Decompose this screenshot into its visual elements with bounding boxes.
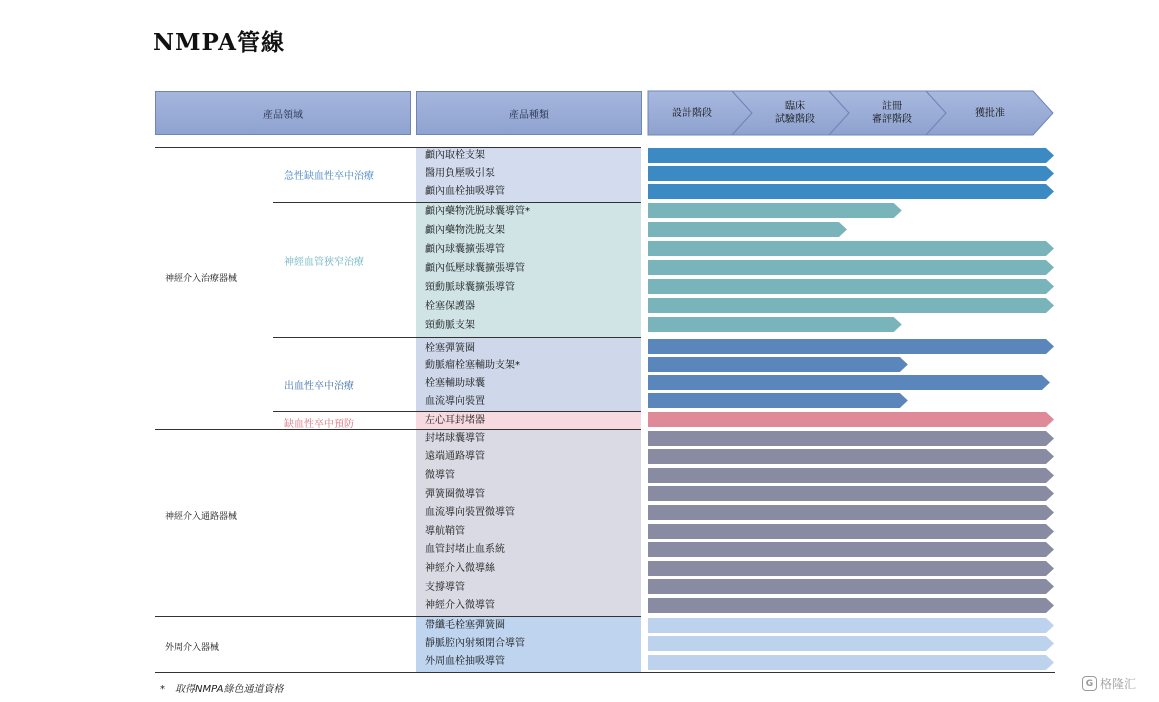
product-label: 遠端通路導管 [425, 451, 485, 462]
progress-bar [648, 542, 1054, 557]
progress-bar [648, 260, 1054, 275]
stage-label-clinical: 臨床 試驗階段 [775, 101, 815, 125]
product-label: 顱內低壓球囊擴張導管 [425, 263, 525, 274]
product-label: 微導管 [425, 470, 455, 481]
product-label: 神經介入微導管 [425, 600, 495, 611]
header-product-area: 產品領域 [155, 91, 411, 135]
progress-bar [648, 579, 1054, 594]
watermark [1082, 675, 1136, 692]
progress-bar [648, 184, 1054, 199]
product-label: 外周血栓抽吸導管 [425, 656, 505, 667]
stage-label-approved: 獲批准 [975, 107, 1005, 119]
footnote: * 取得NMPA綠色通道資格 [160, 684, 284, 695]
product-label: 血流導向裝置微導管 [425, 507, 515, 518]
product-label: 頸動脈球囊擴張導管 [425, 282, 515, 293]
product-label: 血管封堵止血系統 [425, 544, 505, 555]
progress-bar [648, 561, 1054, 576]
progress-bar [648, 241, 1054, 256]
product-label: 左心耳封堵器 [425, 415, 485, 426]
subarea-label-prevention: 缺血性卒中預防 [284, 419, 354, 430]
product-label: 顱內藥物洗脱球囊導管* [425, 206, 530, 217]
subarea-label-stenosis: 神經血管狹窄治療 [284, 257, 364, 268]
progress-bar [648, 618, 1054, 633]
area-label-neuro-treatment: 神經介入治療器械 [165, 274, 238, 284]
progress-bar [648, 412, 1054, 427]
subarea-label-hemorrhagic: 出血性卒中治療 [284, 381, 354, 392]
product-label: 彈簧圈微導管 [425, 489, 485, 500]
product-label: 栓塞輔助球囊 [425, 378, 485, 389]
progress-bar [648, 655, 1054, 670]
progress-bar [648, 203, 902, 218]
product-label: 顱內球囊擴張導管 [425, 244, 505, 255]
progress-bar [648, 468, 1054, 483]
watermark-logo-icon: G [1082, 676, 1097, 691]
progress-bar [648, 166, 1054, 181]
header-product-type: 產品種類 [416, 91, 642, 135]
product-label: 顱內血栓抽吸導管 [425, 186, 505, 197]
product-label: 栓塞保護器 [425, 301, 475, 312]
progress-bar [648, 298, 1054, 313]
progress-bar [648, 505, 1054, 520]
product-label: 顱內取栓支架 [425, 150, 485, 161]
progress-bar [648, 222, 847, 237]
stage-label-design: 設計階段 [672, 107, 712, 119]
product-label: 帶纖毛栓塞彈簧圈 [425, 620, 505, 631]
product-label: 顱內藥物洗脱支架 [425, 225, 505, 236]
progress-bar [648, 486, 1054, 501]
subarea-label-acute-ischemic: 急性缺血性卒中治療 [284, 171, 374, 182]
progress-bar [648, 393, 908, 408]
product-label: 導航鞘管 [425, 526, 465, 537]
product-label: 支撐導管 [425, 582, 465, 593]
progress-bar [648, 431, 1054, 446]
product-label: 醫用負壓吸引泵 [425, 168, 495, 179]
product-label: 頸動脈支架 [425, 320, 475, 331]
product-label: 封堵球囊導管 [425, 433, 485, 444]
progress-bar [648, 339, 1054, 354]
progress-bar [648, 375, 1050, 390]
product-label: 動脈瘤栓塞輔助支架* [425, 360, 520, 371]
product-label: 神經介入微導絲 [425, 563, 495, 574]
progress-bar [648, 279, 1054, 294]
product-label: 栓塞彈簧圈 [425, 343, 475, 354]
area-label-neuro-access: 神經介入通路器械 [165, 512, 238, 522]
progress-bar [648, 598, 1054, 613]
progress-bar [648, 449, 1054, 464]
product-label: 血流導向裝置 [425, 396, 485, 407]
stage-label-registration: 註冊 審評階段 [872, 101, 912, 125]
progress-bar [648, 636, 1054, 651]
watermark-text: 格隆汇 [1100, 677, 1137, 691]
progress-bar [648, 148, 1054, 163]
page-title: NMPA管線 [153, 29, 285, 56]
progress-bar [648, 357, 908, 372]
progress-bar [648, 524, 1054, 539]
progress-bar [648, 317, 902, 332]
area-label-peripheral: 外周介入器械 [165, 643, 220, 653]
product-label: 靜脈腔內射頻閉合導管 [425, 638, 525, 649]
